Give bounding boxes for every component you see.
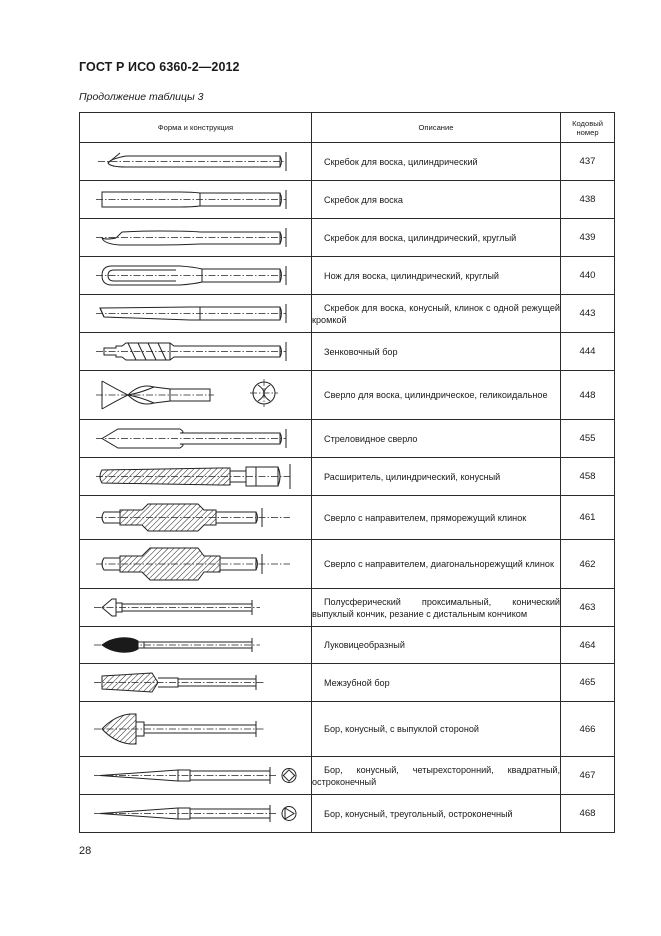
wax-scraper-icon [80, 181, 312, 218]
row-description [312, 181, 561, 219]
table-row [80, 496, 615, 540]
row-code: 462 [561, 540, 615, 589]
row-shape-cell [80, 664, 312, 702]
row-description-text: Бор, конусный, четырехсторонний, квадратный, остроконечный [312, 764, 560, 787]
row-description [312, 540, 561, 589]
table-row [80, 295, 615, 333]
row-shape-cell [80, 181, 312, 219]
row-description-text: Полусферический проксимальный, конический выпуклый кончик, резание с дистальным кончиком [312, 596, 560, 619]
row-description [312, 333, 561, 371]
row-code: 438 [561, 181, 615, 219]
diagonal-cut-pilot-drill-icon [80, 540, 312, 588]
row-code: 458 [561, 458, 615, 496]
row-code: 463 [561, 589, 615, 627]
row-description-text: Межзубной бор [324, 677, 390, 688]
table-row [80, 627, 615, 664]
row-description-text: Сверло для воска, цилиндрическое, геликоидальное [324, 390, 548, 400]
row-description [312, 664, 561, 702]
row-description-text: Бор, конусный, треугольный, остроконечный [324, 808, 513, 819]
row-description-text: Сверло с направителем, пряморежущий клинок [324, 512, 527, 523]
interdental-bur-icon [80, 664, 312, 701]
row-code: 464 [561, 627, 615, 664]
table-caption: Продолжение таблицы 3 [79, 91, 204, 103]
table-row [80, 702, 615, 757]
countersink-bur-icon [80, 333, 312, 370]
row-shape-cell [80, 589, 312, 627]
table-row [80, 181, 615, 219]
page-number: 28 [79, 845, 92, 857]
arrow-drill-icon [80, 420, 312, 457]
row-shape-cell [80, 795, 312, 833]
conical-wax-scraper-icon [80, 295, 312, 332]
row-code: 465 [561, 664, 615, 702]
square-pointed-bur-icon [80, 757, 312, 794]
row-description [312, 295, 561, 333]
instrument-table [79, 112, 615, 833]
row-shape-cell [80, 627, 312, 664]
cylindrical-wax-scraper-icon [80, 143, 312, 180]
row-shape-cell [80, 540, 312, 589]
table-row [80, 333, 615, 371]
triangular-pointed-bur-icon [80, 795, 312, 832]
row-description-text: Зенковочный бор [324, 346, 398, 357]
row-description-text: Скребок для воска, цилиндрический [324, 156, 478, 167]
row-description [312, 795, 561, 833]
table-row [80, 795, 615, 833]
row-shape-cell [80, 420, 312, 458]
column-header-description: Описание [312, 113, 561, 143]
row-description [312, 589, 561, 627]
row-shape-cell [80, 702, 312, 757]
row-code: 461 [561, 496, 615, 540]
table-row [80, 219, 615, 257]
row-code: 437 [561, 143, 615, 181]
row-shape-cell [80, 333, 312, 371]
row-shape-cell [80, 458, 312, 496]
table-row [80, 757, 615, 795]
row-description-text: Стреловидное сверло [324, 433, 418, 444]
row-description-text: Нож для воска, цилиндрический, круглый [324, 270, 500, 281]
row-shape-cell [80, 496, 312, 540]
table-header-row [80, 113, 615, 143]
table-row [80, 420, 615, 458]
row-description [312, 143, 561, 181]
row-shape-cell [80, 371, 312, 420]
document-header: ГОСТ Р ИСО 6360-2—2012 [79, 60, 240, 74]
row-code: 439 [561, 219, 615, 257]
hemispherical-bur-icon [80, 589, 312, 626]
row-shape-cell [80, 219, 312, 257]
table-row [80, 540, 615, 589]
convex-conical-bur-icon [80, 702, 312, 756]
row-description [312, 257, 561, 295]
column-header-shape: Форма и конструкция [80, 113, 312, 143]
row-description [312, 458, 561, 496]
row-description-text: Сверло с направителем, диагональнорежущий клинок [324, 559, 554, 569]
row-description [312, 496, 561, 540]
row-description [312, 702, 561, 757]
row-code: 467 [561, 757, 615, 795]
row-code: 444 [561, 333, 615, 371]
row-code: 455 [561, 420, 615, 458]
helical-wax-drill-icon [80, 371, 312, 419]
table-row [80, 458, 615, 496]
row-code: 443 [561, 295, 615, 333]
table-row [80, 664, 615, 702]
row-description [312, 420, 561, 458]
row-shape-cell [80, 757, 312, 795]
row-description-text: Луковицеобразный [324, 640, 405, 650]
table-row [80, 257, 615, 295]
row-description-text: Бор, конусный, с выпуклой стороной [324, 724, 479, 734]
conical-reamer-icon [80, 458, 312, 495]
row-code: 466 [561, 702, 615, 757]
row-description-text: Расширитель, цилиндрический, конусный [324, 471, 501, 482]
table-row [80, 143, 615, 181]
row-description-text: Скребок для воска [324, 194, 403, 205]
row-description [312, 371, 561, 420]
column-header-code-line1: Кодовый [572, 118, 603, 128]
column-header-code-line2: номер [576, 127, 599, 137]
round-cylindrical-wax-scraper-icon [80, 219, 312, 256]
bulb-bur-icon [80, 627, 312, 663]
row-code: 440 [561, 257, 615, 295]
row-description [312, 757, 561, 795]
table-row [80, 589, 615, 627]
row-shape-cell [80, 257, 312, 295]
row-code: 448 [561, 371, 615, 420]
row-code: 468 [561, 795, 615, 833]
row-description [312, 627, 561, 664]
round-wax-knife-icon [80, 257, 312, 294]
table-row [80, 371, 615, 420]
column-header-code [561, 113, 615, 143]
row-description [312, 219, 561, 257]
row-shape-cell [80, 295, 312, 333]
row-description-text: Скребок для воска, цилиндрический, круглый [324, 232, 517, 243]
row-shape-cell [80, 143, 312, 181]
row-description-text: Скребок для воска, конусный, клинок с одной режущей кромкой [312, 302, 560, 325]
straight-cut-pilot-drill-icon [80, 496, 312, 539]
